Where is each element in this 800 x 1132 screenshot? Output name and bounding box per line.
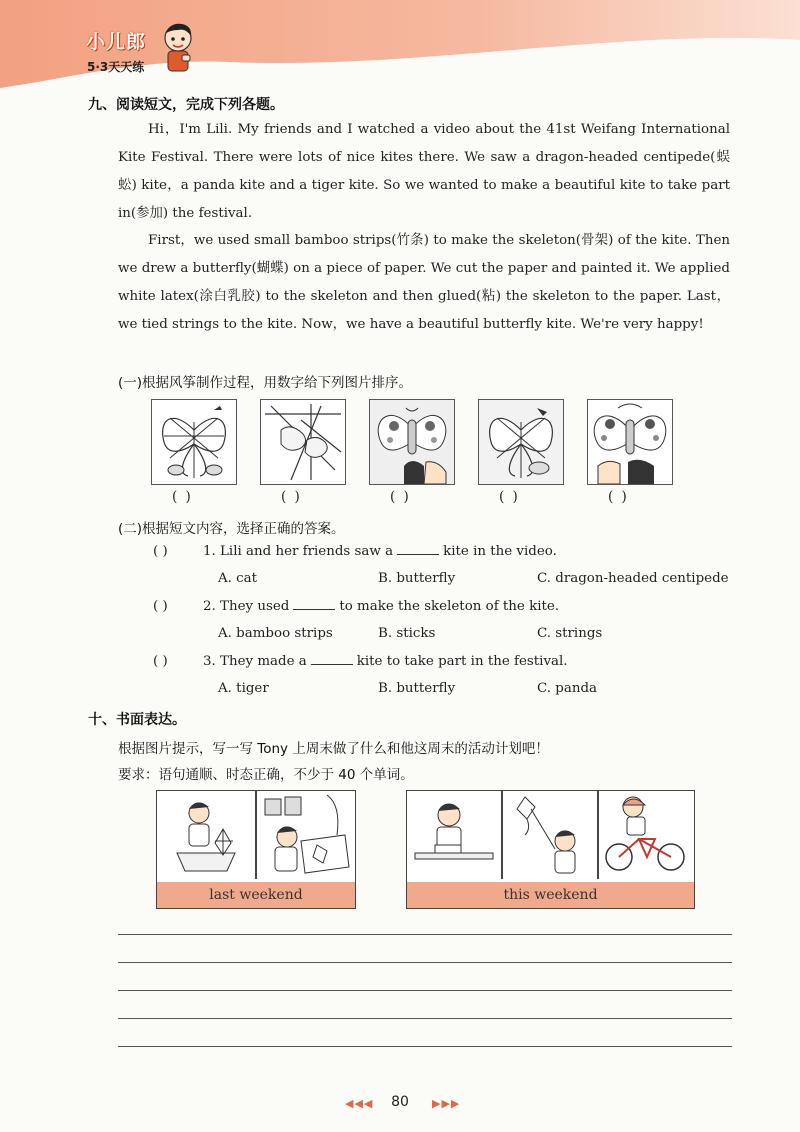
writing-line[interactable] [118,1046,732,1047]
option-a[interactable]: A. tiger [218,681,269,696]
scene-caption: this weekend [407,882,694,908]
answer-blank[interactable] [293,609,335,610]
option-a[interactable]: A. bamboo strips [218,626,333,641]
kite-picture-5 [587,399,673,485]
writing-prompt: 根据图片提示，写一写 Tony 上周末做了什么和他这周末的活动计划吧！ [118,741,549,757]
option-c[interactable]: C. dragon-headed centipede [537,571,729,586]
kite-picture-4 [478,399,564,485]
option-b[interactable]: B. butterfly [378,571,456,586]
picture-answer-4[interactable]: ( ) [499,489,520,505]
kite-picture-2 [260,399,346,485]
option-c[interactable]: C. strings [537,626,603,641]
boy-drawing-kite-icon [257,791,355,879]
butterfly-kite-skeleton-outline-icon [479,400,563,484]
question-text-after: to make the skeleton of the kite. [339,599,560,614]
question-text-after: kite to take part in the festival. [356,654,568,669]
page-number: 80 [391,1094,409,1110]
picture-answer-1[interactable]: ( ) [172,489,193,505]
writing-line[interactable] [118,962,732,963]
kite-picture-1 [151,399,237,485]
section10-title: 十、书面表达。 [88,712,186,728]
passage-paragraph-2: First，we used small bamboo strips(竹条) to make the skeleton(骨架) of the kite. Then we drew a butterfly(蝴蝶) on a piece of paper. We cut the paper and painted it. We applied white latex(涂白乳胶) to the skeleton and then glued(粘) the skeleton to the paper. Last，we tied strings to the kite. Now，we have a beautiful butterfly kite. We're very happy! [118,233,730,332]
option-a[interactable]: A. cat [218,571,258,586]
logo-subtitle: 5·3天天练 [87,60,145,74]
question-text-before: 3. They made a [203,654,307,669]
part1-title: (一)根据风筝制作过程，用数字给下列图片排序。 [118,375,413,391]
picture-answer-3[interactable]: ( ) [390,489,411,505]
writing-line[interactable] [118,1018,732,1019]
passage-paragraph-1: Hi，I'm Lili. My friends and I watched a video about the 41st Weifang International Kite Festival. There were lots of nice kites there. We saw a dragon-headed centipede(蜈蚣) kite，a panda kite and a tiger kite. So we wanted to make a beautiful kite to take part in(参加) the festival. [118,122,730,221]
option-b[interactable]: B. butterfly [378,681,456,696]
answer-bracket[interactable]: ( ) [153,544,168,559]
part2-title: (二)根据短文内容，选择正确的答案。 [118,521,345,537]
bamboo-strips-tying-icon [261,400,345,484]
scene-last-weekend [156,790,356,909]
butterfly-kite-skeleton-outline-icon [152,400,236,484]
scene-this-weekend [406,790,695,909]
boy-flying-kite-icon [503,791,597,879]
left-arrows-icon: ◀◀◀ [345,1097,374,1110]
writing-line[interactable] [118,990,732,991]
writing-requirement: 要求：语句通顺、时态正确，不少于 40 个单词。 [118,767,414,783]
scene-caption: last weekend [157,882,355,908]
question-3 [153,654,568,669]
picture-answer-2[interactable]: ( ) [281,489,302,505]
mascot-icon [160,20,196,80]
question-text-before: 2. They used [203,599,290,614]
question-2 [153,599,559,614]
writing-line[interactable] [118,934,732,935]
option-b[interactable]: B. sticks [378,626,436,641]
logo-title: 小儿郎 [86,31,147,53]
question-1 [153,544,557,559]
question-text-before: 1. Lili and her friends saw a [203,544,394,559]
answer-blank[interactable] [311,664,353,665]
picture-answer-5[interactable]: ( ) [608,489,629,505]
question-text-after: kite in the video. [443,544,557,559]
boy-making-kite-icon [157,791,255,879]
answer-bracket[interactable]: ( ) [153,599,168,614]
answer-blank[interactable] [397,554,439,555]
painted-butterfly-kite-hands-icon [588,400,672,484]
section9-title: 九、阅读短文，完成下列各题。 [88,97,284,113]
answer-bracket[interactable]: ( ) [153,654,168,669]
boy-riding-bike-icon [599,791,693,879]
painted-butterfly-kite-icon [370,400,454,484]
option-c[interactable]: C. panda [537,681,598,696]
right-arrows-icon: ▶▶▶ [432,1097,461,1110]
boy-doing-homework-icon [407,791,501,879]
kite-picture-3 [369,399,455,485]
